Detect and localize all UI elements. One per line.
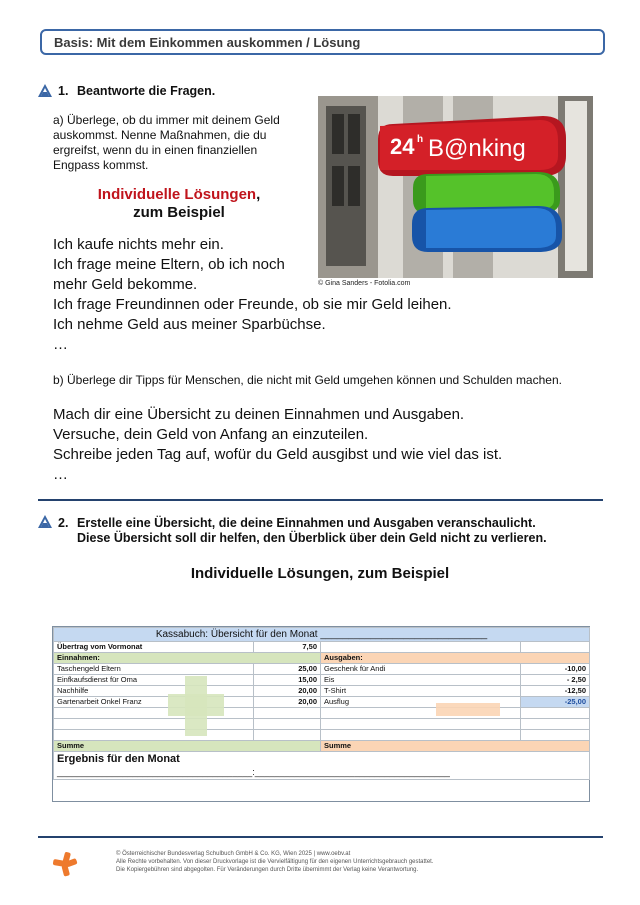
answer-line: Ich frage meine Eltern, ob ich noch [53, 256, 285, 273]
task2-text [77, 516, 547, 546]
result-label: Ergebnis für den Monat [54, 752, 590, 767]
page-title: Basis: Mit dem Einkommen auskommen / Lösung [54, 35, 361, 50]
answer-line: … [53, 466, 68, 483]
section-divider [38, 499, 603, 501]
carry-value: 7,50 [254, 642, 321, 653]
income-label: Taschengeld Eltern [54, 664, 254, 675]
kassabuch-table [52, 626, 590, 802]
question-a-line: Engpass kommst. [53, 158, 149, 172]
income-label: Gartenarbeit Onkel Franz [54, 697, 254, 708]
banking-sign-illustration [318, 96, 593, 278]
question-a [53, 113, 313, 173]
footer-line: Alle Rechte vorbehalten. Von dieser Druckvorlage ist die Vervielfältigung für den eigenen Unterrichtsgebrauch gestattet. [116, 859, 434, 865]
table-row [54, 675, 590, 686]
table-row [54, 664, 590, 675]
task1-title: Beantworte die Fragen. [77, 84, 216, 98]
income-value: 20,00 [254, 686, 321, 697]
expense-label: Ausflug [321, 697, 521, 708]
expense-sum-label: Summe [321, 741, 590, 752]
expense-label: Geschenk für Andi [321, 664, 521, 675]
photo-credit: © Gina Sanders - Fotolia.com [318, 280, 411, 287]
footer-line: Die Kopiergebühren sind abgegolten. Für Veränderungen durch Dritte übernimmt der Verlag keine Verantwortung. [116, 867, 419, 873]
sign-word: B@nking [428, 135, 526, 162]
answer-line: … [53, 336, 68, 353]
solution-comma: , [256, 186, 261, 203]
expense-value: -12,50 [521, 686, 590, 697]
footer-line: © Österreichischer Bundesverlag Schulbuch GmbH & Co. KG, Wien 2025 | www.oebv.at [116, 851, 351, 857]
answer-line: Versuche, dein Geld von Anfang an einzuteilen. [53, 426, 369, 443]
expense-value: -25,00 [521, 697, 590, 708]
answers-b [53, 405, 613, 485]
solution-red: Individuelle Lösungen [97, 186, 257, 203]
expense-header: Ausgaben: [321, 653, 590, 664]
task2-line: Diese Übersicht soll dir helfen, den Überblick über dein Geld nicht zu verlieren. [77, 531, 547, 545]
task-level-icon [38, 84, 52, 97]
task2-number: 2. [58, 516, 69, 530]
task1-number: 1. [58, 84, 69, 98]
question-a-line: ergreifst, wenn du in einen finanziellen [53, 143, 258, 157]
expense-value: -10,00 [521, 664, 590, 675]
answer-line: Schreibe jeden Tag auf, wofür du Geld ausgibst und wie viel das ist. [53, 446, 503, 463]
publisher-logo-icon [52, 851, 78, 877]
carry-label: Übertrag vom Vormonat [54, 642, 254, 653]
minus-mark [436, 703, 500, 716]
task2-solution-heading: Individuelle Lösungen, zum Beispiel [190, 565, 450, 582]
income-value: 15,00 [254, 675, 321, 686]
result-line: _______________________________________:_______________________________________ [54, 766, 590, 780]
income-label: Nachhilfe [54, 686, 254, 697]
table-row [54, 697, 590, 708]
answer-line: mehr Geld bekomme. [53, 276, 198, 293]
task-level-icon [38, 515, 52, 528]
question-b: b) Überlege dir Tipps für Menschen, die nicht mit Geld umgehen können und Schulden machen. [53, 373, 562, 387]
plus-mark-horizontal [168, 694, 224, 716]
question-a-line: a) Überlege, ob du immer mit deinem Geld [53, 113, 280, 127]
expense-label: T-Shirt [321, 686, 521, 697]
kassabuch-title: Kassabuch: Übersicht für den Monat ______________________________ [54, 628, 590, 642]
income-label: Einfkaufsdienst für Oma [54, 675, 254, 686]
question-a-line: auskommst. Nenne Maßnahmen, die du [53, 128, 267, 142]
solution-label [54, 186, 304, 222]
header-box [40, 29, 605, 55]
solution-sub: zum Beispiel [133, 204, 225, 221]
answer-line: Ich frage Freundinnen oder Freunde, ob sie mir Geld leihen. [53, 296, 452, 313]
sign-hours: 24 [390, 134, 415, 159]
footer-legal [116, 850, 536, 874]
income-value: 25,00 [254, 664, 321, 675]
footer-divider [38, 836, 603, 838]
income-value: 20,00 [254, 697, 321, 708]
table-row [54, 686, 590, 697]
income-sum-label: Summe [54, 741, 321, 752]
task2-line: Erstelle eine Übersicht, die deine Einnahmen und Ausgaben veranschaulicht. [77, 516, 536, 530]
answer-line: Ich nehme Geld aus meiner Sparbüchse. [53, 316, 326, 333]
answer-line: Mach dir eine Übersicht zu deinen Einnahmen und Ausgaben. [53, 406, 465, 423]
banking-photo [318, 96, 593, 278]
income-header: Einnahmen: [54, 653, 321, 664]
expense-value: - 2,50 [521, 675, 590, 686]
expense-label: Eis [321, 675, 521, 686]
sign-h: h [417, 134, 424, 145]
answer-line: Ich kaufe nichts mehr ein. [53, 236, 224, 253]
